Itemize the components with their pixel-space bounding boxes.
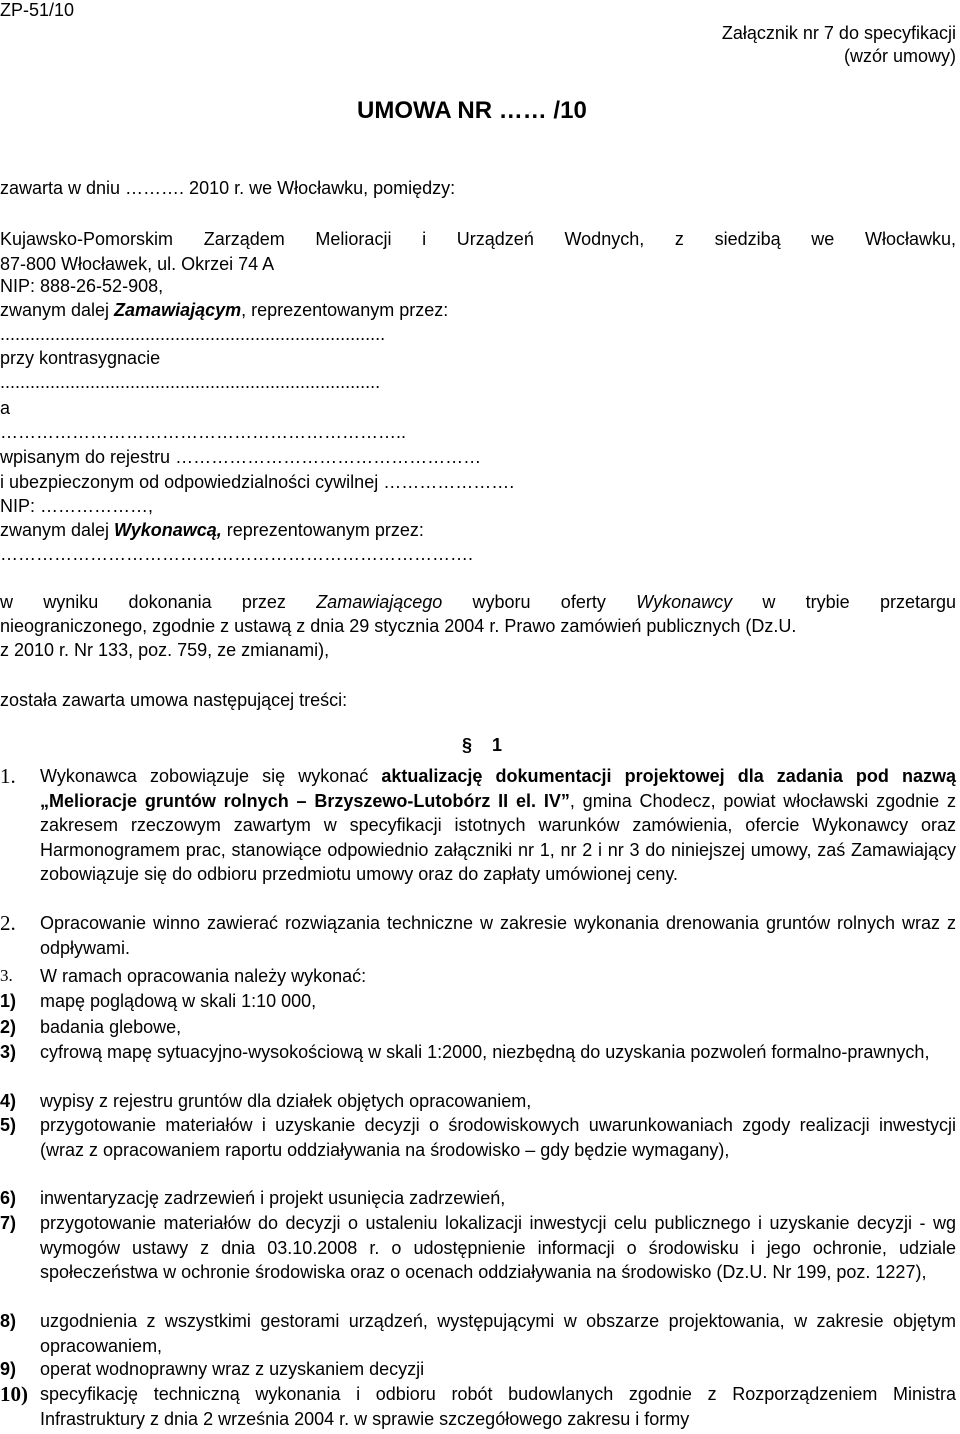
- employer-name-line: Kujawsko-Pomorskim Zarządem Melioracji i Urządzeń Wodnych, z siedzibą we Włocławku,: [0, 229, 956, 249]
- registry-label: wpisanym do rejestru: [0, 447, 176, 467]
- scope-item-number: 5): [0, 1115, 17, 1135]
- scope-item-text: badania glebowe,: [40, 1017, 182, 1037]
- scope-item-number: 6): [0, 1188, 17, 1208]
- basis-text-a: w wyniku dokonania przez: [0, 592, 317, 612]
- clause-text-pre: Wykonawca zobowiązuje się wykonać: [40, 766, 382, 786]
- clause-number: 1.: [0, 764, 16, 788]
- basis-line-2: nieograniczonego, zgodnie z ustawą z dnia 29 stycznia 2004 r. Prawo zamówień publicznych (Dz.U.: [0, 616, 797, 636]
- employer-called-pre: zwanym dalej: [0, 300, 115, 320]
- clause-text: [40, 764, 956, 887]
- employer-nip: NIP: 888-26-52-908,: [0, 276, 164, 296]
- contractor-name-placeholder: …………………………………………………………..: [0, 422, 407, 442]
- scope-item-text: inwentaryzację zadrzewień i projekt usunięcia zadrzewień,: [40, 1188, 506, 1208]
- scope-item-number: 7): [0, 1213, 17, 1233]
- scope-item-text: mapę poglądową w skali 1:10 000,: [40, 991, 317, 1011]
- scope-item-text: wypisy z rejestru gruntów dla działek objętych opracowaniem,: [40, 1091, 532, 1111]
- employer-address: 87-800 Włocławek, ul. Okrzei 74 A: [0, 254, 275, 274]
- clause-number: 2.: [0, 911, 16, 935]
- contract-title: UMOWA NR …… /10: [357, 97, 587, 124]
- basis-contractor-ref: Wykonawcy: [636, 592, 733, 612]
- scope-item-text: specyfikację techniczną wykonania i odbioru robót budowlanych zgodnie z Rozporządzeniem Ministra Infrastruktury z dnia 2 września 2004 r. w sprawie szczegółowego zakresu i formy: [40, 1384, 956, 1429]
- scope-item-text: uzgodnienia z wszystkimi gestorami urządzeń, występującymi w obszarze projektowania, w zakresie objętym opracowaniem,: [40, 1311, 956, 1356]
- contractor-nip-line: [0, 494, 153, 518]
- clause-number: 3.: [0, 966, 13, 985]
- registry-line: [0, 445, 481, 469]
- insurance-label: i ubezpieczonym od odpowiedzialności cywilnej: [0, 472, 384, 492]
- insurance-line: [0, 470, 514, 494]
- countersignature-label: przy kontrasygnacie: [0, 348, 161, 368]
- insurance-placeholder: ………………….: [383, 472, 515, 492]
- registry-placeholder: ……………………………………………: [175, 447, 482, 467]
- contractor-representative-placeholder: …………………………………………………………………….: [0, 544, 474, 564]
- employer-representative-placeholder: .............................................................................: [0, 324, 386, 344]
- scope-item-text: przygotowanie materiałów do decyzji o ustaleniu lokalizacji inwestycji celu publicznego i uzyskanie decyzji - wg wymogów ustawy z dnia 03.10.2008 r. o udostępnienie informacji o środowisku i jego ochronie, udziale społeczeństwa w ochronie środowiska oraz o ocenach oddziaływania na środowisko (Dz.U. Nr 199, poz. 1227),: [40, 1213, 956, 1282]
- scope-item-number: 8): [0, 1311, 17, 1331]
- scope-item-number: 3): [0, 1042, 17, 1062]
- document-code: ZP-51/10: [0, 0, 75, 20]
- contractor-called-pre: zwanym dalej: [0, 520, 115, 540]
- scope-item-number: 2): [0, 1017, 17, 1037]
- scope-item-number: 9): [0, 1359, 17, 1379]
- contractor-nip-placeholder: ………………,: [40, 496, 154, 516]
- scope-item-number: 4): [0, 1091, 17, 1111]
- clause-task-name: aktualizację dokumentacji projektowej dla zadania pod nazwą „Melioracje gruntów rolnych – Brzyszewo-Lutobórz II el. IV”: [40, 766, 957, 811]
- clause-text: Opracowanie winno zawierać rozwiązania techniczne w zakresie wykonania drenowania gruntów rolnych wraz z odpływami.: [40, 913, 956, 958]
- contractor-role-name: Wykonawcą,: [114, 520, 222, 540]
- employer-role-name: Zamawiającym: [114, 300, 242, 320]
- scope-item-number: 10): [0, 1382, 28, 1406]
- concluded-content-line: została zawarta umowa następującej treści:: [0, 690, 348, 710]
- clause-text: W ramach opracowania należy wykonać:: [40, 966, 367, 986]
- basis-line-3: z 2010 r. Nr 133, poz. 759, ze zmianami),: [0, 640, 330, 660]
- contractor-called: [0, 518, 424, 542]
- basis-text-c: wyboru oferty: [442, 592, 637, 612]
- scope-item-text: operat wodnoprawny wraz z uzyskaniem decyzji: [40, 1359, 425, 1379]
- countersignature-placeholder: ............................................................................: [0, 372, 381, 392]
- section-number: 1: [492, 735, 503, 755]
- scope-item-number: 1): [0, 991, 17, 1011]
- contractor-nip-label: NIP:: [0, 496, 41, 516]
- employer-called: [0, 298, 448, 322]
- attachment-label: Załącznik nr 7 do specyfikacji: [721, 23, 956, 43]
- and-conjunction: a: [0, 398, 11, 418]
- scope-item-text: cyfrową mapę sytuacyjno-wysokościową w skali 1:2000, niezbędną do uzyskania pozwoleń formalno-prawnych,: [40, 1042, 930, 1062]
- scope-item-text: przygotowanie materiałów i uzyskanie decyzji o środowiskowych uwarunkowaniach zgody realizacji inwestycji (wraz z opracowaniem raportu oddziaływania na środowisko – gdy będzie wymagany),: [40, 1115, 956, 1160]
- basis-employer-ref: Zamawiającego: [316, 592, 443, 612]
- employer-called-post: , reprezentowanym przez:: [241, 300, 449, 320]
- conclusion-date-line: zawarta w dniu ………. 2010 r. we Włocławku, pomiędzy:: [0, 178, 456, 198]
- section-heading: [462, 735, 502, 756]
- section-symbol: §: [462, 735, 473, 755]
- clause-text-post: , gmina Chodecz, powiat włocławski zgodnie z zakresem rzeczowym zawartym w specyfikacji istotnych warunków zamówienia, ofercie Wykonawcy oraz Harmonogramem prac, stanowiące odpowiednio załączniki nr 1, nr 2 i nr 3 do niniejszej umowy, zaś Zamawiający zobowiązuje się do odbioru przedmiotu umowy oraz do zapłaty umówionej ceny.: [40, 790, 956, 884]
- attachment-sublabel: (wzór umowy): [843, 46, 956, 66]
- basis-line-1: [0, 590, 956, 614]
- contractor-called-post: reprezentowanym przez:: [221, 520, 424, 540]
- basis-text-e: w trybie przetargu: [732, 592, 957, 612]
